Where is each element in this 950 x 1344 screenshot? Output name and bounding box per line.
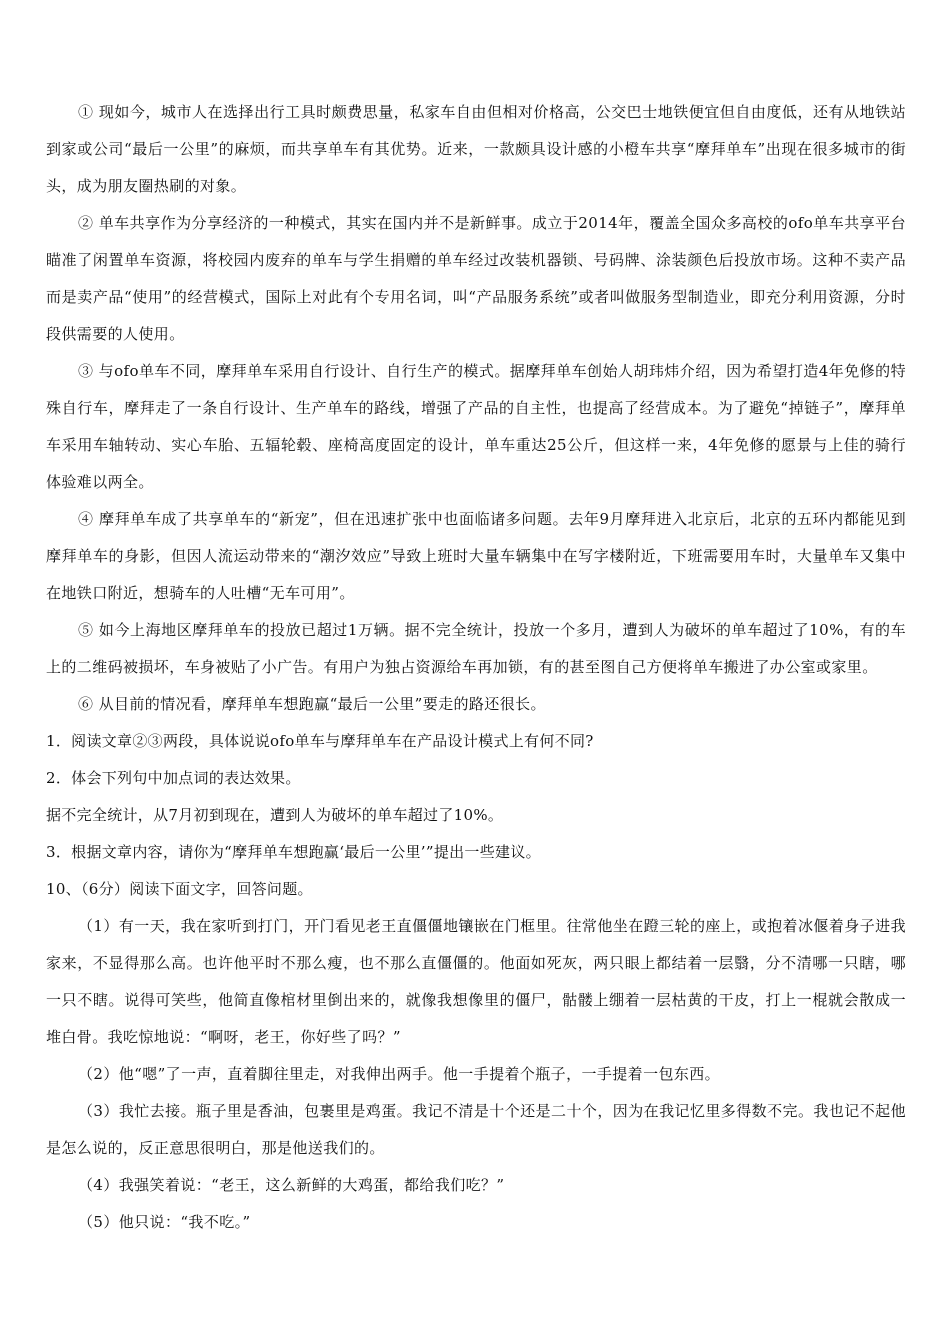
question-2: 2．体会下列句中加点词的表达效果。: [46, 769, 301, 787]
story-paragraph-1: （1）有一天，我在家听到打门，开门看见老王直僵僵地镶嵌在门框里。往常他坐在蹬三轮的座上，或抱着冰偃着身子进我家来，不显得那么高。也许他平时不那么瘦，也不那么直僵僵的。他面如死灰，两只眼上都结着一层翳，分不清哪一只瞎，哪一只不瞎。说得可笑些，他简直像棺材里倒出来的，就像我想像里的僵尸，骷髅上绷着一层枯黄的干皮，打上一棍就会散成一堆白骨。我吃惊地说：“啊呀，老王，你好些了吗？”: [46, 917, 906, 1046]
section-10-heading: 10、（6分）阅读下面文字，回答问题。: [46, 880, 313, 898]
paragraph-2: ② 单车共享作为分享经济的一种模式，其实在国内并不是新鲜事。成立于2014年，覆盖全国众多高校的ofo单车共享平台瞄准了闲置单车资源，将校园内废弃的单车与学生捐赠的单车经过改装机器锁、号码牌、涂装颜色后投放市场。这种不卖产品而是卖产品“使用”的经营模式，国际上对此有个专用名词，叫“产品服务系统”或者叫做服务型制造业，即充分利用资源，分时段供需要的人使用。: [46, 214, 906, 343]
question-2-sentence: 据不完全统计，从7月初到现在，遭到人为破坏的单车超过了10%。: [46, 806, 504, 824]
paragraph-5: ⑤ 如今上海地区摩拜单车的投放已超过1万辆。据不完全统计，投放一个多月，遭到人为破坏的单车超过了10%，有的车上的二维码被损坏，车身被贴了小广告。有用户为独占资源给车再加锁，有的甚至图自己方便将单车搬进了办公室或家里。: [46, 621, 906, 676]
story-paragraph-5: （5）他只说：“我不吃。”: [78, 1213, 251, 1231]
paragraph-6: ⑥ 从目前的情况看，摩拜单车想跑赢“最后一公里”要走的路还很长。: [78, 695, 546, 713]
question-3: 3．根据文章内容，请你为“摩拜单车想跑赢‘最后一公里’”提出一些建议。: [46, 843, 541, 861]
paragraph-4: ④ 摩拜单车成了共享单车的“新宠”，但在迅速扩张中也面临诸多问题。去年9月摩拜进入北京后，北京的五环内都能见到摩拜单车的身影，但因人流运动带来的“潮汐效应”导致上班时大量车辆集中在写字楼附近，下班需要用车时，大量单车又集中在地铁口附近，想骑车的人吐槽“无车可用”。: [46, 510, 906, 602]
story-paragraph-2: （2）他“嗯”了一声，直着脚往里走，对我伸出两手。他一手提着个瓶子，一手提着一包东西。: [78, 1065, 721, 1083]
question-1: 1．阅读文章②③两段，具体说说ofo单车与摩拜单车在产品设计模式上有何不同?: [46, 732, 594, 750]
paragraph-1: ① 现如今，城市人在选择出行工具时颇费思量，私家车自由但相对价格高，公交巴士地铁便宜但自由度低，还有从地铁站到家或公司“最后一公里”的麻烦，而共享单车有其优势。近来，一款颇具设计感的小橙车共享“摩拜单车”出现在很多城市的街头，成为朋友圈热刷的对象。: [46, 103, 906, 195]
story-paragraph-3: （3）我忙去接。瓶子里是香油，包裹里是鸡蛋。我记不清是十个还是二十个，因为在我记忆里多得数不完。我也记不起他是怎么说的，反正意思很明白，那是他送我们的。: [46, 1102, 906, 1157]
paragraph-3: ③ 与ofo单车不同，摩拜单车采用自行设计、自行生产的模式。据摩拜单车创始人胡玮炜介绍，因为希望打造4年免修的特殊自行车，摩拜走了一条自行设计、生产单车的路线，增强了产品的自主性，也提高了经营成本。为了避免“掉链子”，摩拜单车采用车轴转动、实心车胎、五辐轮毂、座椅高度固定的设计，单车重达25公斤，但这样一来，4年免修的愿景与上佳的骑行体验难以两全。: [46, 362, 906, 491]
story-paragraph-4: （4）我强笑着说：“老王，这么新鲜的大鸡蛋，都给我们吃？”: [78, 1176, 505, 1194]
